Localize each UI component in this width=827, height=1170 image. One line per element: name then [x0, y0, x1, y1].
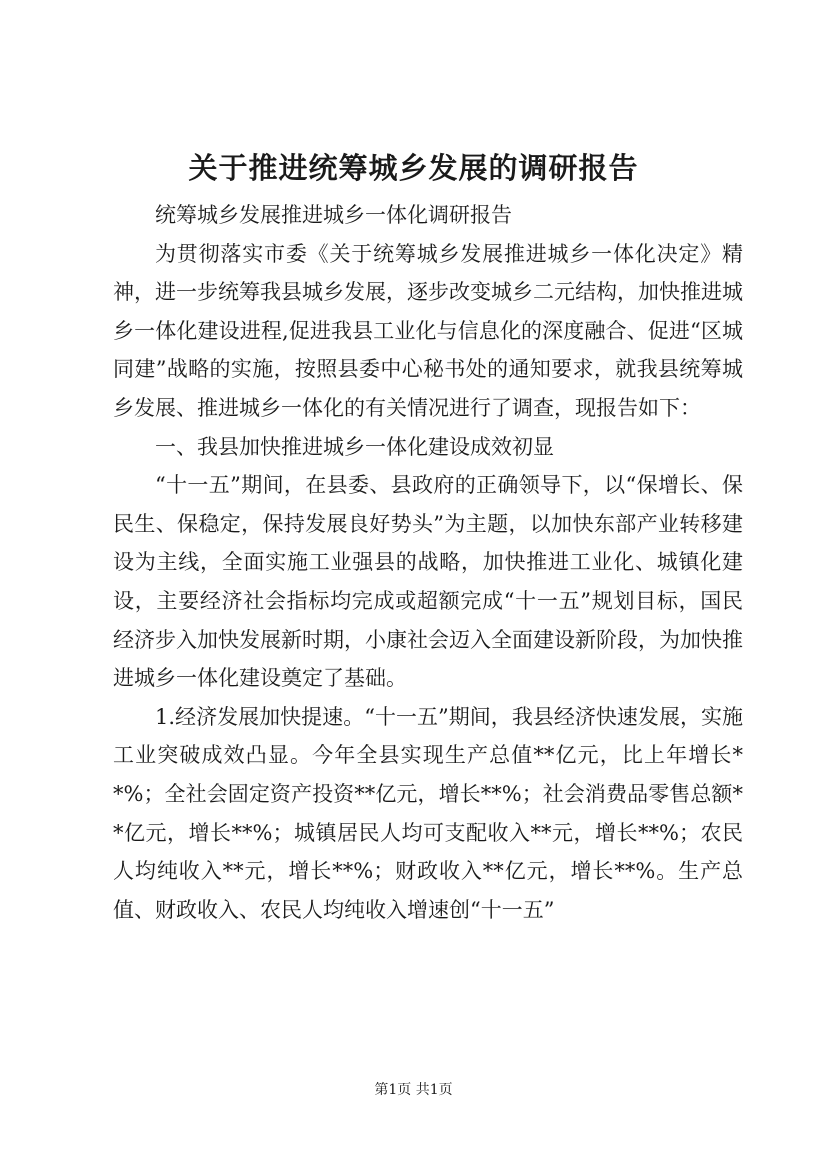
page-number-footer: 第1页 共1页 — [374, 1082, 453, 1098]
section-heading-paragraph: 一、我县加快推进城乡一体化建设成效初显 — [155, 434, 554, 459]
document-body — [113, 196, 743, 929]
economy-paragraph: 1.经济发展加快提速。“十一五”期间，我县经济快速发展，实施工业突破成效凸显。今年全县实现生产总值**亿元，比上年增长**%；全社会固定资产投资**亿元，增长**%；社会消费品零售总额**亿元，增长**%；城镇居民人均可支配收入**元，增长**%；农民人均纯收入**元，增长**%；财政收入**亿元，增长**%。生产总值、财政收入、农民人均纯收入增速创“十一五” — [113, 704, 743, 922]
intro-paragraph: 为贯彻落实市委《关于统筹城乡发展推进城乡一体化决定》精神，进一步统筹我县城乡发展，逐步改变城乡二元结构，加快推进城乡一体化建设进程,促进我县工业化与信息化的深度融合、促进“区城同建”战略的实施，按照县委中心秘书处的通知要求，就我县统筹城乡发展、推进城乡一体化的有关情况进行了调查，现报告如下： — [113, 241, 743, 420]
document-title: 关于推进统筹城乡发展的调研报告 — [188, 151, 639, 185]
overview-paragraph: “十一五”期间，在县委、县政府的正确领导下，以“保增长、保民生、保稳定，保持发展良好势头”为主题，以加快东部产业转移建设为主线，全面实施工业强县的战略，加快推进工业化、城镇化建设，主要经济社会指标均完成或超额完成“十一五”规划目标，国民经济步入加快发展新时期，小康社会迈入全面建设新阶段，为加快推进城乡一体化建设奠定了基础。 — [113, 473, 743, 691]
subtitle-paragraph: 统筹城乡发展推进城乡一体化调研报告 — [155, 203, 512, 227]
